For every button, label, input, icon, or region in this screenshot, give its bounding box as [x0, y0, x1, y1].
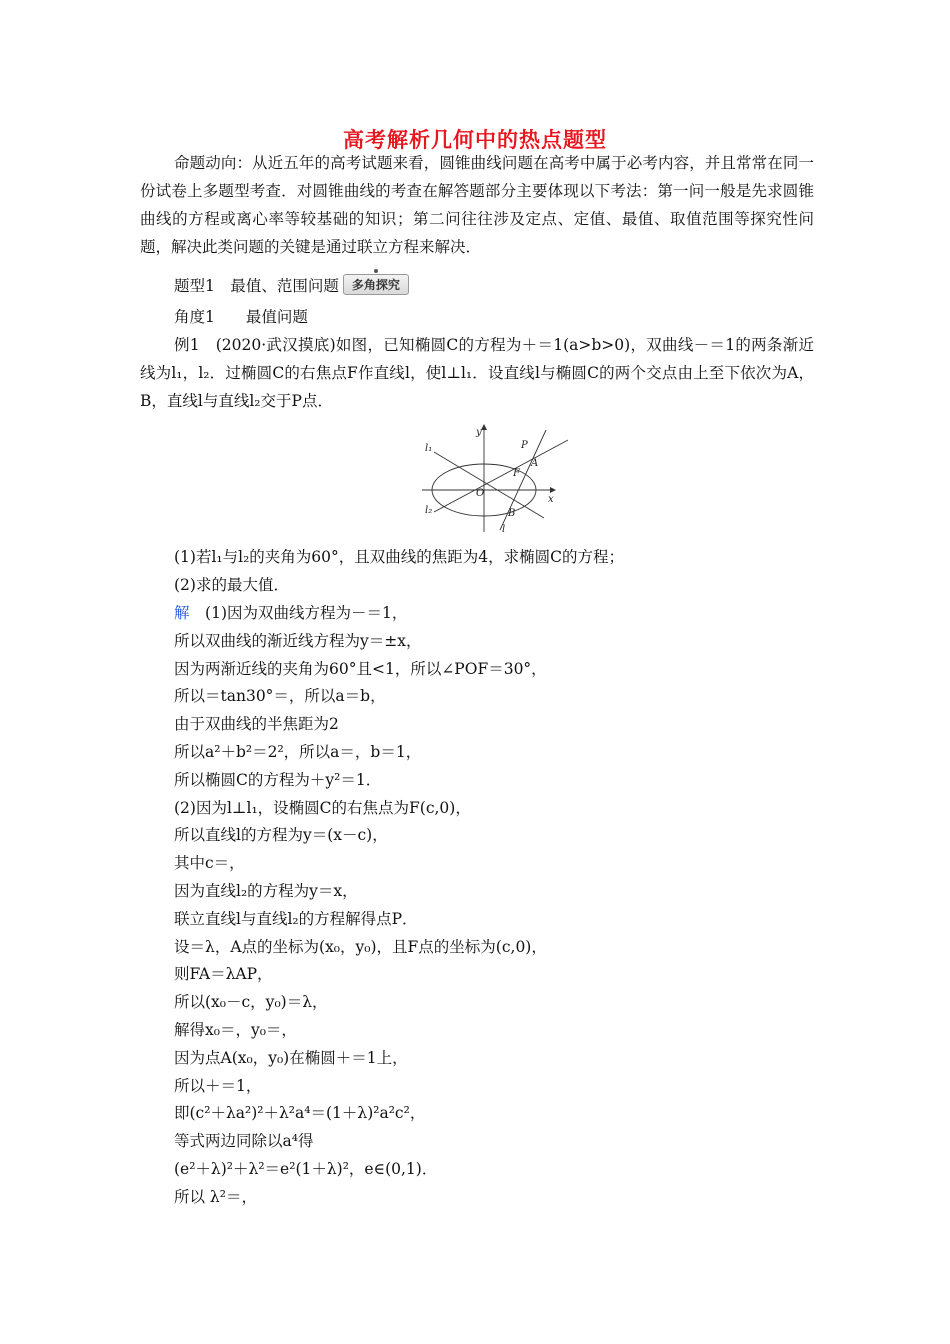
solution-line: 其中c＝， [174, 854, 245, 873]
intro-paragraph [140, 149, 814, 261]
solution-line: 由于双曲线的半焦距为2 [174, 715, 339, 734]
y-arrow-icon [481, 424, 487, 430]
solution-block [174, 600, 547, 1212]
question-2: (2)求的最大值． [174, 575, 289, 594]
example-paragraph [140, 331, 814, 415]
solution-line: 所以直线l的方程为y＝(x－c)， [174, 826, 388, 845]
solution-line: 所以＝tan30°＝，所以a＝b， [174, 687, 386, 706]
solution-line: 因为直线l₂的方程为y＝x， [174, 881, 358, 900]
angle-heading: 角度1 最值问题 [174, 308, 308, 326]
solution-line: 所以 λ²＝， [174, 1187, 257, 1206]
solution-line: 等式两边同除以a⁴得 [174, 1132, 314, 1151]
label-B: B [508, 508, 516, 519]
x-arrow-icon [550, 487, 556, 493]
solution-line: 因为两渐近线的夹角为60°且<1，所以∠POF＝30°， [174, 659, 547, 678]
intro-text: 命题动向：从近五年的高考试题来看，圆锥曲线问题在高考中属于必考内容，并且常常在同一份试卷上多题型考查．对圆锥曲线的考查在解答题部分主要体现以下考法：第一问一般是先求圆锥曲线的方程或离心率等较基础的知识；第二问往往涉及定点、定值、最值、取值范围等探究性问题，解决此类问题的关键是通过联立方程来解决． [140, 154, 814, 256]
solution-line: 即(c²＋λa²)²＋λ²a⁴＝(1＋λ)²a²c²， [174, 1104, 426, 1123]
label-A: A [531, 458, 539, 469]
question-block [174, 544, 624, 600]
label-F: F [513, 468, 520, 479]
solution-label: 解 [174, 604, 190, 622]
badge-dot-icon [374, 269, 378, 273]
solution-line: 所以a²＋b²＝2²，所以a＝，b＝1， [174, 742, 422, 761]
label-x: x [548, 494, 554, 505]
solution-line: 解得x₀＝，y₀＝， [174, 1020, 297, 1039]
ellipse-figure [418, 422, 568, 534]
label-l1: l₁ [425, 443, 433, 454]
solution-line: 所以(x₀－c，y₀)＝λ， [174, 993, 328, 1012]
solution-line-1 [174, 600, 547, 628]
solution-text: (1)因为双曲线方程为－＝1， [205, 604, 408, 622]
solution-line: 所以＋＝1， [174, 1076, 262, 1095]
label-y: y [476, 427, 482, 438]
solution-line: 所以椭圆C的方程为＋y²＝1． [174, 770, 382, 789]
solution-line: 设＝λ，A点的坐标为(x₀，y₀)，且F点的坐标为(c,0)， [174, 937, 547, 956]
solution-line: 联立直线l与直线l₂的方程解得点P． [174, 909, 418, 928]
solution-line: 因为点A(x₀，y₀)在椭圆＋＝1上， [174, 1048, 408, 1067]
question-1: (1)若l₁与l₂的夹角为60°，且双曲线的焦距为4，求椭圆C的方程； [174, 548, 624, 566]
solution-line: (e²＋λ)²＋λ²＝e²(1＋λ)²，e∈(0,1)． [174, 1159, 438, 1178]
label-l: l [502, 524, 506, 534]
page-title: 高考解析几何中的热点题型 [343, 127, 607, 152]
solution-line: 所以双曲线的渐近线方程为y＝±x， [174, 631, 422, 650]
solution-line: (2)因为l⊥l₁，设椭圆C的右焦点为F(c,0)， [174, 798, 471, 817]
section-label: 题型1 最值、范围问题 [174, 277, 339, 295]
label-l2: l₂ [425, 505, 433, 516]
section-heading [174, 274, 409, 297]
solution-line: 则FA＝λAP， [174, 965, 273, 984]
example-text: 例1 (2020·武汉摸底)如图，已知椭圆C的方程为＋＝1(a>b>0)，双曲线－＝1的两条渐近线为l₁，l₂．过椭圆C的右焦点F作直线l，使l⊥l₁．设直线l与椭圆C的两个交点由上至下依次为A，B，直线l与直线l₂交于P点． [140, 336, 814, 410]
label-O: O [476, 488, 485, 499]
multi-angle-badge [343, 274, 409, 295]
label-P: P [521, 440, 528, 451]
badge-label: 多角探究 [351, 278, 400, 292]
